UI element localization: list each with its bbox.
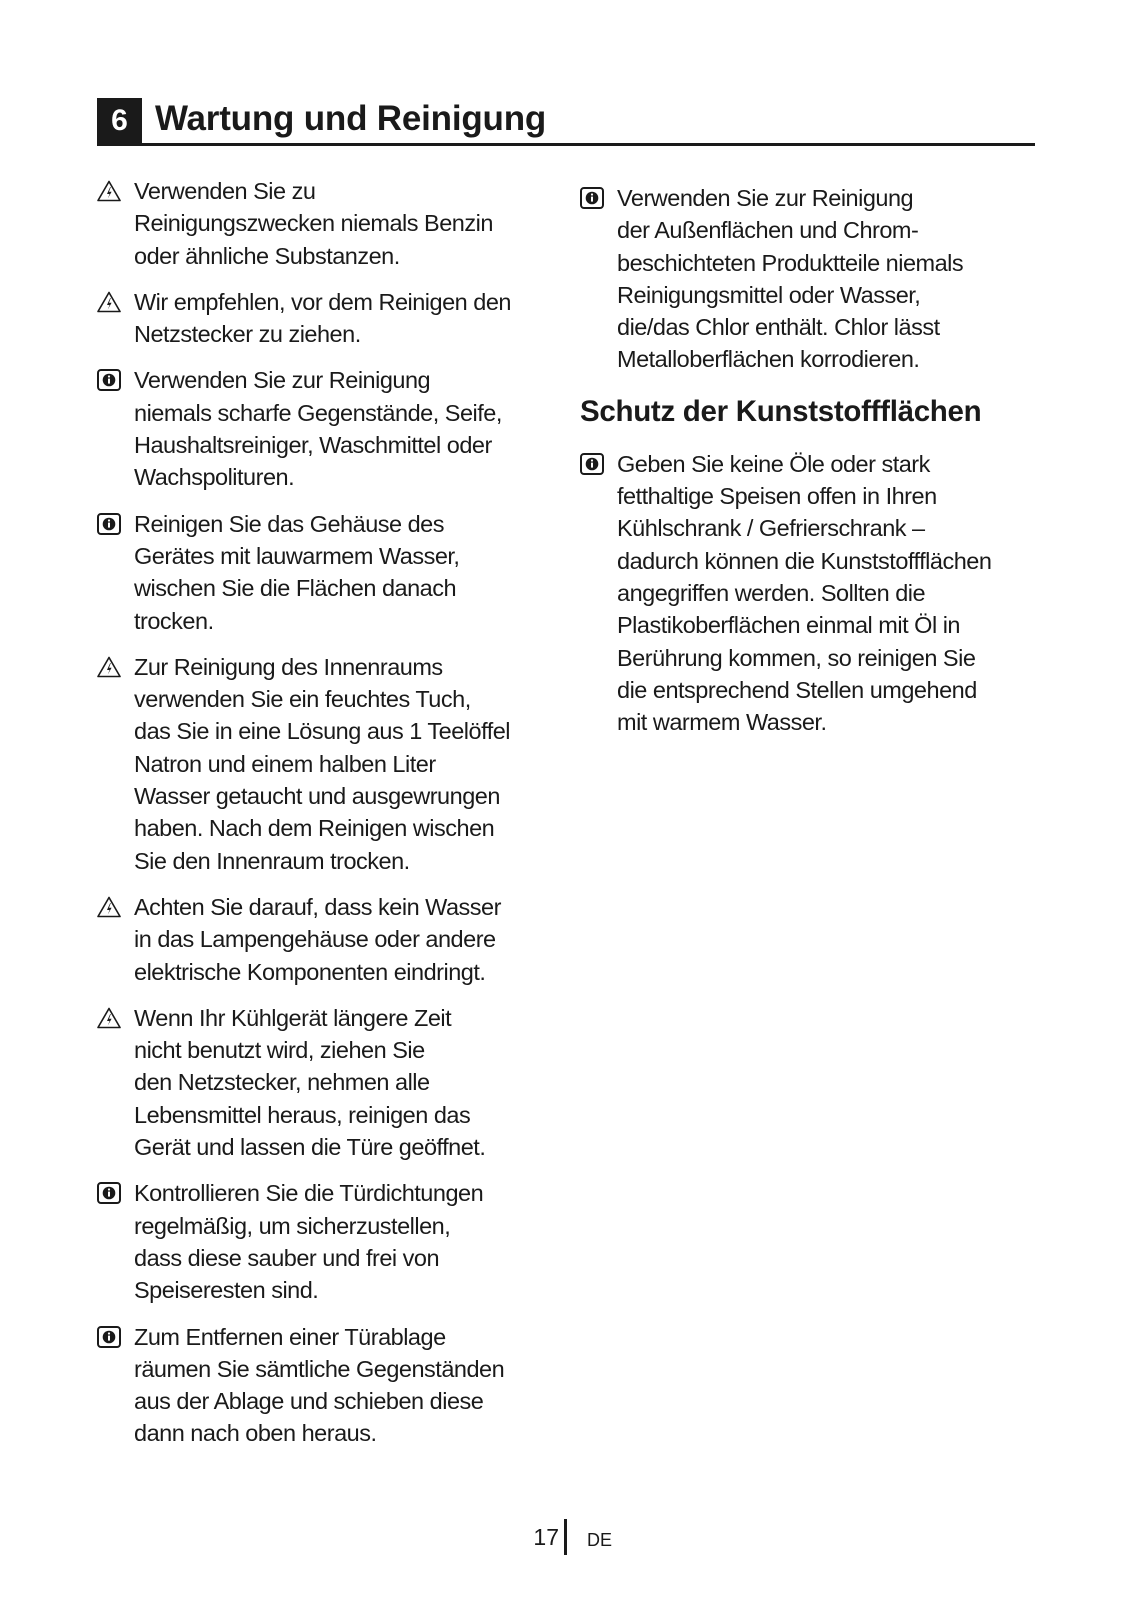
list-item	[97, 891, 547, 988]
list-item	[97, 286, 547, 351]
item-text: Reinigen Sie das Gehäuse des Gerätes mit lauwarmem Wasser, wischen Sie die Flächen danach trocken.	[134, 510, 460, 634]
list-item	[97, 1002, 547, 1163]
page-footer	[0, 1519, 1128, 1555]
warning-icon	[97, 896, 121, 918]
item-text: Zum Entfernen einer Türablage räumen Sie sämtliche Gegenständen aus der Ablage und schieben diese dann nach oben heraus.	[134, 1323, 505, 1447]
item-text: Verwenden Sie zu Reinigungszwecken niemals Benzin oder ähnliche Substanzen.	[134, 178, 493, 269]
item-text: Wenn Ihr Kühlgerät längere Zeit nicht benutzt wird, ziehen Sie den Netzstecker, nehmen alle Lebensmittel heraus, reinigen das Gerät und lassen die Türe geöffnet.	[134, 1004, 486, 1161]
section-title: Schutz der Kunststoffflächen	[580, 394, 982, 428]
warning-icon	[97, 1007, 121, 1029]
footer-divider	[564, 1519, 567, 1555]
list-item	[97, 1177, 547, 1306]
list-item	[97, 1321, 547, 1450]
item-text: Zur Reinigung des Innenraums verwenden Sie ein feuchtes Tuch, das Sie in eine Lösung aus 1 Teelöffel Natron und einem halben Liter Wasser getaucht und ausgewrungen haben. Nach dem Reinigen wischen Sie den Innenraum trocken.	[134, 653, 511, 874]
info-icon	[97, 1182, 121, 1204]
left-column	[97, 175, 547, 1464]
list-item	[580, 448, 1040, 739]
item-text: Kontrollieren Sie die Türdichtungen regelmäßig, um sicherzustellen, dass diese sauber und frei von Speiseresten sind.	[134, 1180, 484, 1304]
warning-icon	[97, 656, 121, 678]
info-icon	[97, 369, 121, 391]
list-item	[97, 651, 547, 877]
list-item	[97, 175, 547, 272]
info-icon	[580, 187, 604, 209]
page-number: 17	[533, 1524, 559, 1550]
item-text: Geben Sie keine Öle oder stark fetthaltige Speisen offen in Ihren Kühlschrank / Gefrierschrank – dadurch können die Kunststoffflächen angegriffen werden. Sollten die Plastikoberflächen einmal mit Öl in Berührung kommen, so reinigen Sie die entsprechend Stellen umgehend mit warmem Wasser.	[617, 450, 992, 736]
chapter-title: Wartung und Reinigung	[155, 99, 547, 138]
list-item	[97, 508, 547, 637]
item-text: Verwenden Sie zur Reinigung niemals scharfe Gegenstände, Seife, Haushaltsreiniger, Waschmittel oder Wachspolituren.	[134, 367, 502, 491]
info-icon	[580, 453, 604, 475]
language-code: DE	[587, 1530, 613, 1550]
list-item	[580, 182, 1040, 376]
chapter-header	[97, 96, 1035, 146]
info-icon	[97, 1326, 121, 1348]
right-column	[580, 182, 1040, 752]
item-text: Achten Sie darauf, dass kein Wasser in das Lampengehäuse oder andere elektrische Komponenten eindringt.	[134, 893, 501, 985]
list-item	[97, 364, 547, 493]
item-text: Verwenden Sie zur Reinigung der Außenflächen und Chrom- beschichteten Produktteile niemals Reinigungsmittel oder Wasser, die/das Chlor enthält. Chlor lässt Metalloberflächen korrodieren.	[617, 185, 964, 373]
info-icon	[97, 513, 121, 535]
warning-icon	[97, 291, 121, 313]
item-text: Wir empfehlen, vor dem Reinigen den Netzstecker zu ziehen.	[134, 288, 511, 348]
chapter-number: 6	[97, 98, 142, 143]
warning-icon	[97, 180, 121, 202]
